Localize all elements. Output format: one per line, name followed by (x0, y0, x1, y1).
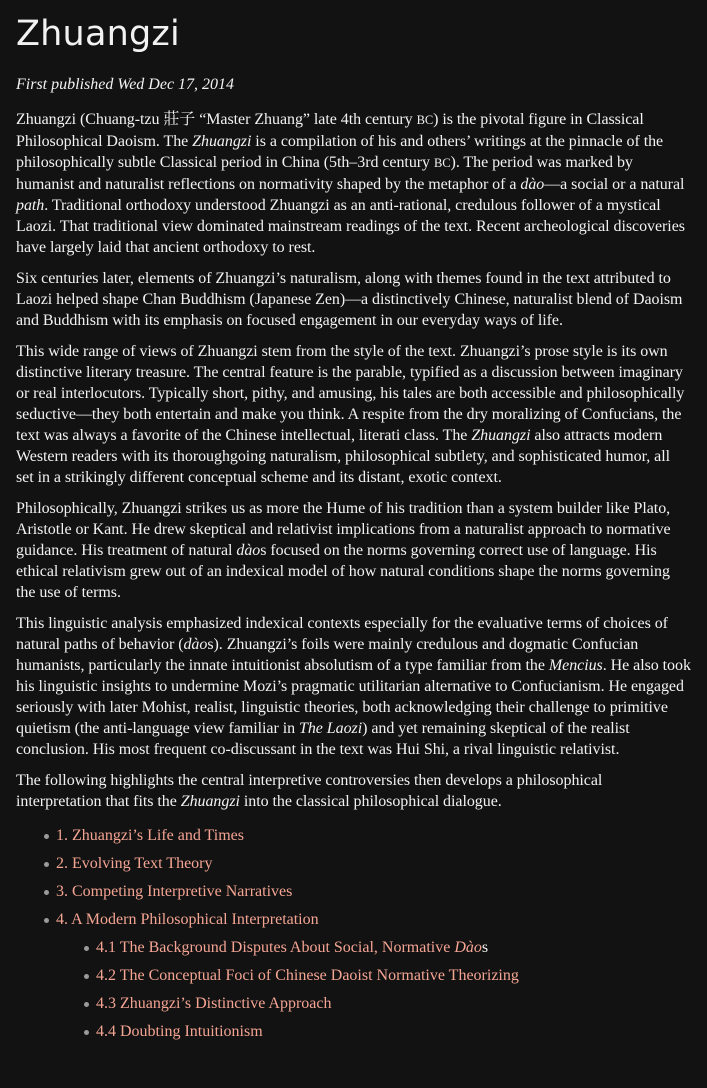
p1-text-a: Zhuangzi (Chuang-tzu 莊子 “Master Zhuang” late 4th century (16, 111, 417, 128)
toc-link-background-disputes[interactable] (96, 939, 482, 956)
toc-link-doubting-intuitionism[interactable]: 4.4 Doubting Intuitionism (96, 1023, 263, 1040)
toc-link-evolving-text-theory[interactable]: 2. Evolving Text Theory (56, 855, 213, 872)
p1-text-c: is a compilation of his and others’ writings at the pinnacle of the philosophically subtle Classical period in China (5th–3rd century (16, 133, 664, 171)
p1-zhuangzi-title: Zhuangzi (192, 133, 252, 150)
p5-text-b: s). Zhuangzi’s foils were mainly credulous and dogmatic Confucian humanists, particularly the innate intuitionist absolutism of a type familiar from the (16, 636, 639, 674)
p3-text-b: also attracts modern Western readers with its thoroughgoing naturalism, philosophical subtlety, and sophisticated humor, all set in a strikingly different conceptual scheme and its distant, exotic context. (16, 427, 670, 486)
toc-subitem (16, 1018, 691, 1046)
toc-41-text: 4.1 The Background Disputes About Social, Normative (96, 939, 455, 956)
p1-dao-term: dào (520, 176, 545, 193)
p5-text-a: This linguistic analysis emphasized indexical contexts especially for the evaluative terms of choices of natural paths of behavior ( (16, 615, 668, 653)
toc-link-modern-interpretation[interactable]: 4. A Modern Philosophical Interpretation (56, 911, 319, 928)
toc-link-distinctive-approach[interactable]: 4.3 Zhuangzi’s Distinctive Approach (96, 995, 332, 1012)
p1-bc-2: BC (433, 156, 451, 170)
paragraph-5 (16, 613, 691, 760)
p6-text-b: into the classical philosophical dialogue. (239, 793, 502, 810)
p5-text-c: . He also took his linguistic insights to undermine Mozi’s pragmatic utilitarian alternative to Confucianism. He engaged seriously with later Mohist, realist, linguistic theories, both acknowledging their challenge to primitive quietism (the anti-language view familiar in (16, 657, 691, 737)
toc-item (16, 850, 691, 878)
page-title: Zhuangzi (16, 14, 180, 54)
p5-mencius-title: Mencius (548, 657, 603, 674)
p1-text-e: —a social or a natural (544, 176, 685, 193)
toc-subitem (16, 934, 691, 962)
p1-text-d: ). The period was marked by humanist and naturalist reflections on normativity shaped by the metaphor of a (16, 154, 633, 193)
toc-item (16, 906, 691, 934)
toc-link-life-and-times[interactable]: 1. Zhuangzi’s Life and Times (56, 827, 244, 844)
toc-subitem (16, 990, 691, 1018)
toc-subitem (16, 962, 691, 990)
p1-bc-1: BC (416, 113, 434, 127)
p4-dao-term: dào (236, 542, 261, 559)
p3-text-a: This wide range of views of Zhuangzi stem from the style of the text. Zhuangzi’s prose style is its own distinctive literary treasure. The central feature is the parable, typified as a discussion between imaginary or real interlocutors. Typically short, pithy, and amusing, his tales are both accessible and philosophically seductive—they both entertain and make you think. A respite from the dry moralizing of Confucians, the text was always a favorite of the Chinese intellectual, literati class. The (16, 343, 685, 444)
p3-zhuangzi-title: Zhuangzi (471, 427, 531, 444)
p1-text-b: ) is the pivotal figure in Classical Philosophical Daoism. The (16, 111, 644, 150)
paragraph-2: Six centuries later, elements of Zhuangzi’s naturalism, along with themes found in the text attributed to Laozi helped shape Chan Buddhism (Japanese Zen)—a distinctively Chinese, naturalist blend of Daoism and Buddhism with its emphasis on focused engagement in our everyday ways of life. (16, 270, 683, 329)
p5-laozi-title: The Laozi (299, 720, 363, 737)
paragraph-6 (16, 770, 691, 812)
p4-text-a: Philosophically, Zhuangzi strikes us as more the Hume of his tradition than a system builder like Plato, Aristotle or Kant. He drew skeptical and relativist implications from a naturalist approach to normative guidance. His treatment of natural (16, 500, 671, 559)
paragraph-4 (16, 498, 691, 603)
toc-41-suffix: s (481, 939, 489, 956)
p4-text-b: s focused on the norms governing correct use of language. His ethical relativism grew out of an indexical model of how natural conditions shape the norms governing the use of terms. (16, 542, 670, 601)
toc-41-dao-term: Dào (454, 939, 482, 956)
p1-text-f: . Traditional orthodoxy understood Zhuangzi as an anti-rational, credulous follower of a mystical Laozi. That traditional view dominated mainstream readings of the text. Recent archeological discoveries have largely laid that ancient orthodoxy to rest. (16, 197, 685, 256)
p1-path-term: path (16, 197, 45, 214)
paragraph-1 (16, 109, 691, 258)
toc-item (16, 822, 691, 850)
publication-date: First published Wed Dec 17, 2014 (16, 76, 235, 93)
table-of-contents (16, 822, 691, 1046)
toc-link-conceptual-foci[interactable]: 4.2 The Conceptual Foci of Chinese Daoist Normative Theorizing (96, 967, 519, 984)
p6-zhuangzi-title: Zhuangzi (180, 793, 240, 810)
toc-link-competing-narratives[interactable]: 3. Competing Interpretive Narratives (56, 883, 293, 900)
p5-dao-term: dào (183, 636, 208, 653)
p5-text-d: ) and yet remaining skeptical of the realist conclusion. His most frequent co-discussant in the text was Hui Shi, a rival linguistic relativist. (16, 720, 630, 758)
paragraph-3 (16, 341, 691, 488)
p6-text-a: The following highlights the central interpretive controversies then develops a philosophical interpretation that fits the (16, 772, 603, 810)
toc-item (16, 878, 691, 906)
